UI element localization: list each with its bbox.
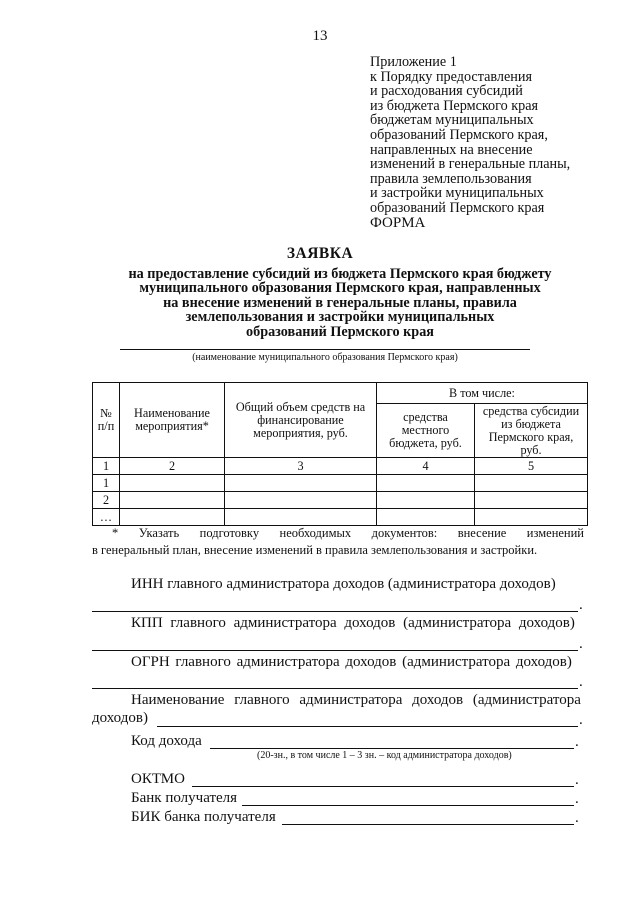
- income-code-hint: (20-зн., в том числе 1 – 3 зн. – код администратора доходов): [257, 750, 512, 761]
- appendix-block: [370, 55, 570, 216]
- form-label: ФОРМА: [370, 215, 426, 231]
- table-cell[interactable]: [377, 509, 475, 526]
- kpp-label: КПП главного администратора доходов (администратора доходов): [131, 615, 575, 631]
- bik-terminator: .: [575, 810, 579, 826]
- municipality-name-line[interactable]: [120, 349, 530, 350]
- inn-label: ИНН главного администратора доходов (администратора доходов): [131, 576, 556, 592]
- admin-name-label: Наименование главного администратора доходов (администратора: [131, 692, 581, 708]
- bank-label: Банк получателя: [131, 790, 238, 806]
- kpp-terminator: .: [579, 636, 583, 652]
- document-subtitle: [0, 267, 640, 339]
- subtitle-line: образований Пермского края: [246, 323, 434, 340]
- table-cell[interactable]: [225, 509, 377, 526]
- table-cell[interactable]: [377, 492, 475, 509]
- header-including: В том числе:: [377, 383, 588, 404]
- bik-line[interactable]: [282, 824, 574, 825]
- row-number: 2: [93, 492, 120, 509]
- appendix-line: направленных на внесение: [370, 141, 533, 158]
- footnote-line-2: в генеральный план, внесение изменений в правила землепользования и застройки.: [92, 543, 538, 557]
- activities-table: [92, 382, 588, 526]
- appendix-line: изменений в генеральные планы,: [370, 156, 571, 173]
- subtitle-line: землепользования и застройки муниципальных: [185, 309, 495, 326]
- admin-name-line[interactable]: [157, 726, 578, 727]
- bank-terminator: .: [575, 791, 579, 807]
- column-number: 3: [225, 458, 377, 475]
- appendix-line: образований Пермского края,: [370, 126, 548, 143]
- ogrn-label: ОГРН главного администратора доходов (администратора доходов): [131, 654, 572, 670]
- table-cell[interactable]: [475, 492, 588, 509]
- subtitle-line: на предоставление субсидий из бюджета Пермского края бюджету: [128, 266, 552, 282]
- income-code-terminator: .: [575, 734, 579, 750]
- oktmo-label: ОКТМО: [131, 771, 185, 787]
- admin-name-label-cont: доходов): [92, 710, 148, 726]
- income-code-label: Код дохода: [131, 733, 202, 749]
- bik-label: БИК банка получателя: [131, 809, 276, 825]
- appendix-line: к Порядку предоставления: [370, 68, 532, 85]
- footnote-line-1: * Указать подготовку необходимых документов: внесение изменений: [112, 526, 584, 540]
- column-number: 1: [93, 458, 120, 475]
- header-activity-name: Наименование мероприятия*: [120, 383, 225, 458]
- oktmo-line[interactable]: [192, 786, 574, 787]
- footnote: [92, 525, 584, 559]
- municipality-caption: (наименование муниципального образования Пермского края): [192, 352, 458, 363]
- appendix-line: и расходования субсидий: [370, 83, 523, 100]
- ogrn-terminator: .: [579, 674, 583, 690]
- table-row: [93, 492, 588, 509]
- table-cell[interactable]: [225, 492, 377, 509]
- table-row: [93, 509, 588, 526]
- kpp-line[interactable]: [92, 650, 578, 651]
- row-number: 1: [93, 475, 120, 492]
- document-title: ЗАЯВКА: [286, 245, 354, 262]
- appendix-line: из бюджета Пермского края: [370, 97, 539, 114]
- bank-line[interactable]: [242, 805, 574, 806]
- header-num: № п/п: [93, 383, 120, 458]
- subtitle-line: на внесение изменений в генеральные планы, правила: [163, 294, 517, 311]
- oktmo-terminator: .: [575, 772, 579, 788]
- table-cell[interactable]: [120, 509, 225, 526]
- ogrn-line[interactable]: [92, 688, 578, 689]
- row-number: …: [93, 509, 120, 526]
- admin-name-terminator: .: [579, 712, 583, 728]
- appendix-line: бюджетам муниципальных: [370, 112, 534, 129]
- table-cell[interactable]: [475, 475, 588, 492]
- table-cell[interactable]: [377, 475, 475, 492]
- column-number: 5: [475, 458, 588, 475]
- inn-line[interactable]: [92, 611, 578, 612]
- page-number: 13: [312, 28, 328, 44]
- header-local-budget: средства местного бюджета, руб.: [377, 404, 475, 458]
- appendix-line: образований Пермского края: [370, 199, 545, 216]
- table-cell[interactable]: [120, 475, 225, 492]
- inn-terminator: .: [579, 597, 583, 613]
- appendix-line: и застройки муниципальных: [370, 185, 544, 202]
- column-number: 4: [377, 458, 475, 475]
- appendix-line: правила землепользования: [370, 170, 532, 187]
- table-row: [93, 475, 588, 492]
- subtitle-line: муниципального образования Пермского края, направленных: [139, 280, 541, 297]
- header-total-amount: Общий объем средств на финансирование мероприятия, руб.: [225, 383, 377, 458]
- column-number: 2: [120, 458, 225, 475]
- table-cell[interactable]: [225, 475, 377, 492]
- income-code-line[interactable]: [210, 748, 574, 749]
- table-cell[interactable]: [120, 492, 225, 509]
- appendix-line: Приложение 1: [370, 54, 457, 70]
- header-regional-subsidy: средства субсидии из бюджета Пермского края, руб.: [475, 404, 588, 458]
- table-cell[interactable]: [475, 509, 588, 526]
